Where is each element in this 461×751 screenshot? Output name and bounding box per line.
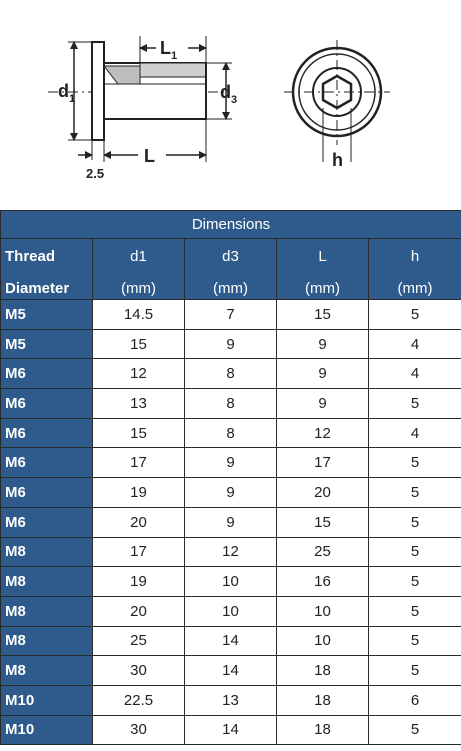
label-flange: 2.5 [86, 166, 105, 181]
cell-l: 16 [277, 567, 369, 597]
table-row [1, 329, 461, 359]
header-l: L (mm) [277, 239, 369, 300]
header-d1: d1 (mm) [93, 239, 185, 300]
cell-thread: M6 [1, 389, 93, 419]
cell-d3: 8 [185, 389, 277, 419]
table-title: Dimensions [1, 211, 461, 239]
table-row [1, 448, 461, 478]
cell-d1: 12 [93, 359, 185, 389]
cell-l: 10 [277, 596, 369, 626]
cell-l: 9 [277, 329, 369, 359]
cell-thread: M10 [1, 715, 93, 745]
cell-l: 15 [277, 300, 369, 330]
cell-d1: 25 [93, 626, 185, 656]
cell-d1: 17 [93, 537, 185, 567]
cell-d1: 30 [93, 656, 185, 686]
cell-l: 25 [277, 537, 369, 567]
cell-h: 5 [369, 596, 461, 626]
side-view [48, 36, 232, 162]
table-row [1, 715, 461, 745]
cell-d1: 19 [93, 478, 185, 508]
cell-l: 20 [277, 478, 369, 508]
table-row [1, 418, 461, 448]
cell-d1: 15 [93, 418, 185, 448]
cell-h: 5 [369, 448, 461, 478]
cell-d1: 17 [93, 448, 185, 478]
cell-h: 6 [369, 685, 461, 715]
label-d1: $d_1$ [58, 81, 76, 105]
table-row [1, 537, 461, 567]
cell-thread: M8 [1, 626, 93, 656]
label-d3: $d_3$ [220, 82, 238, 106]
cell-d3: 9 [185, 448, 277, 478]
cell-h: 5 [369, 478, 461, 508]
cell-d1: 20 [93, 507, 185, 537]
cell-thread: M5 [1, 300, 93, 330]
cell-d3: 13 [185, 685, 277, 715]
cell-h: 5 [369, 626, 461, 656]
cell-d1: 20 [93, 596, 185, 626]
cell-h: 5 [369, 537, 461, 567]
cell-h: 5 [369, 300, 461, 330]
cell-d3: 10 [185, 596, 277, 626]
cell-d1: 22.5 [93, 685, 185, 715]
cell-h: 4 [369, 329, 461, 359]
cell-d3: 7 [185, 300, 277, 330]
cell-d3: 14 [185, 626, 277, 656]
table-row [1, 656, 461, 686]
table-row [1, 478, 461, 508]
table-row [1, 626, 461, 656]
cell-thread: M6 [1, 418, 93, 448]
table-row [1, 359, 461, 389]
cell-d3: 8 [185, 359, 277, 389]
cell-h: 5 [369, 656, 461, 686]
cell-thread: M8 [1, 537, 93, 567]
cell-d3: 8 [185, 418, 277, 448]
table-row [1, 685, 461, 715]
cell-thread: M10 [1, 685, 93, 715]
cell-d1: 19 [93, 567, 185, 597]
table-row [1, 389, 461, 419]
barrel-nut-diagram [0, 0, 461, 210]
cell-thread: M6 [1, 478, 93, 508]
table-row [1, 507, 461, 537]
label-h: h [332, 150, 343, 170]
cell-l: 9 [277, 389, 369, 419]
end-view [284, 40, 390, 162]
cell-l: 18 [277, 685, 369, 715]
cell-h: 5 [369, 567, 461, 597]
cell-l: 17 [277, 448, 369, 478]
cell-d1: 15 [93, 329, 185, 359]
cell-thread: M6 [1, 448, 93, 478]
cell-thread: M8 [1, 656, 93, 686]
header-d3: d3 (mm) [185, 239, 277, 300]
label-l1: $L_1$ [160, 38, 178, 62]
cell-thread: M8 [1, 567, 93, 597]
cell-d3: 9 [185, 507, 277, 537]
cell-thread: M6 [1, 359, 93, 389]
header-thread-diameter: Thread Diameter [1, 239, 93, 300]
dimensions-table [0, 210, 461, 745]
cell-l: 15 [277, 507, 369, 537]
cell-d3: 9 [185, 329, 277, 359]
table-row [1, 596, 461, 626]
table-row [1, 300, 461, 330]
technical-drawing [0, 0, 461, 210]
cell-h: 5 [369, 389, 461, 419]
cell-l: 12 [277, 418, 369, 448]
cell-h: 4 [369, 418, 461, 448]
table-body [1, 300, 461, 745]
cell-thread: M8 [1, 596, 93, 626]
cell-d3: 9 [185, 478, 277, 508]
cell-thread: M5 [1, 329, 93, 359]
cell-h: 5 [369, 715, 461, 745]
cell-h: 4 [369, 359, 461, 389]
header-h: h (mm) [369, 239, 461, 300]
cell-h: 5 [369, 507, 461, 537]
cell-d3: 14 [185, 715, 277, 745]
cell-l: 18 [277, 656, 369, 686]
cell-d3: 12 [185, 537, 277, 567]
cell-thread: M6 [1, 507, 93, 537]
cell-d1: 30 [93, 715, 185, 745]
label-l: L [144, 146, 155, 166]
cell-d3: 14 [185, 656, 277, 686]
cell-d3: 10 [185, 567, 277, 597]
cell-d1: 13 [93, 389, 185, 419]
table-row [1, 567, 461, 597]
cell-d1: 14.5 [93, 300, 185, 330]
cell-l: 10 [277, 626, 369, 656]
cell-l: 18 [277, 715, 369, 745]
cell-l: 9 [277, 359, 369, 389]
